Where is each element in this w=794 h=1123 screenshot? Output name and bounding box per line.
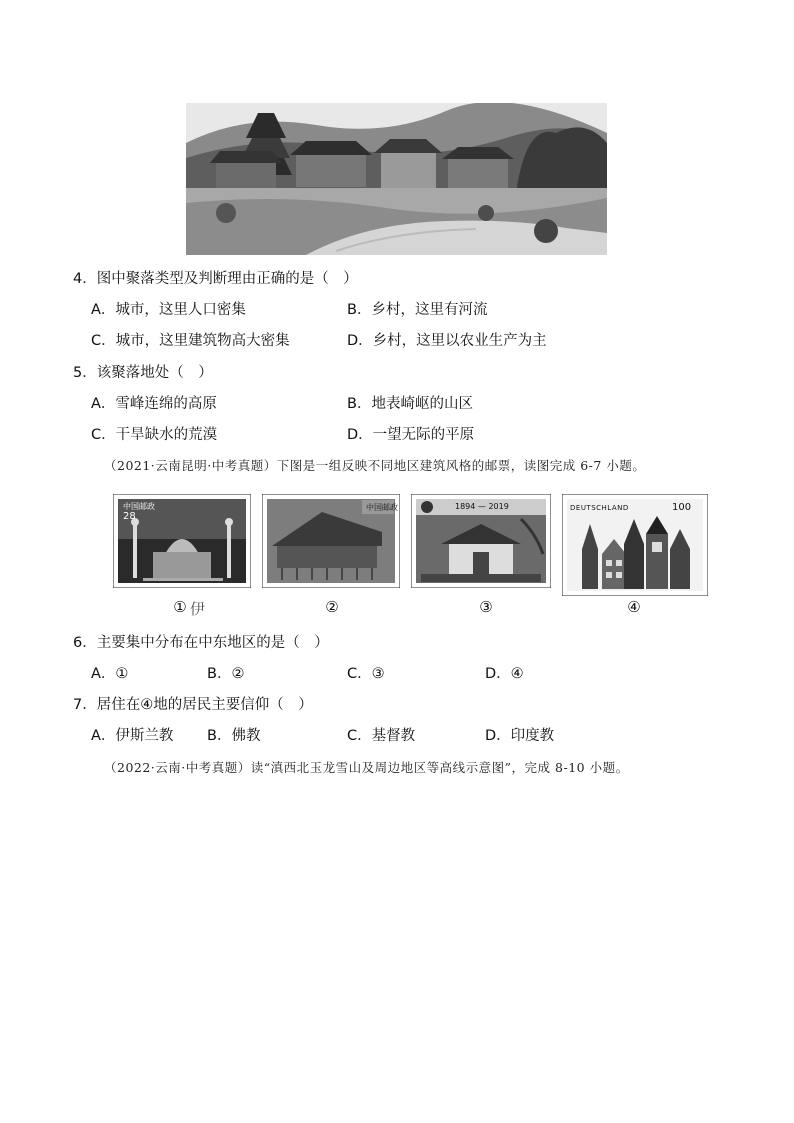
q6-option-c[interactable]: C．③ bbox=[347, 666, 385, 682]
q7-option-a[interactable]: A．伊斯兰教 bbox=[91, 728, 174, 744]
q7-option-b[interactable]: B．佛教 bbox=[207, 728, 261, 744]
stamp-3-hall-building bbox=[411, 494, 551, 588]
village-illustration bbox=[186, 103, 607, 255]
question-7-stem: 7．居住在④地的居民主要信仰（ ） bbox=[73, 697, 313, 713]
q4-option-d[interactable]: D．乡村，这里以农业生产为主 bbox=[347, 333, 547, 349]
q4-option-a[interactable]: A．城市，这里人口密集 bbox=[91, 302, 246, 318]
handwriting-mark: 伊 bbox=[190, 600, 206, 618]
question-5-stem: 5．该聚落地处（ ） bbox=[73, 365, 213, 381]
source-note-2021: （2021·云南昆明·中考真题）下图是一组反映不同地区建筑风格的邮票，读图完成 6-7 小题。 bbox=[104, 458, 646, 473]
q4-option-c[interactable]: C．城市，这里建筑物高大密集 bbox=[91, 333, 290, 349]
stamp-4-german-town bbox=[562, 494, 708, 588]
q5-option-a[interactable]: A．雪峰连绵的高原 bbox=[91, 396, 217, 412]
stamp-1-mosque bbox=[113, 494, 251, 588]
q7-option-d[interactable]: D．印度教 bbox=[485, 728, 555, 744]
question-4-stem: 4．图中聚落类型及判断理由正确的是（ ） bbox=[73, 271, 358, 287]
q6-option-a[interactable]: A．① bbox=[91, 666, 129, 682]
q7-option-c[interactable]: C．基督教 bbox=[347, 728, 416, 744]
question-6-stem: 6．主要集中分布在中东地区的是（ ） bbox=[73, 635, 329, 651]
stamp-3-banner-text: 1894 — 2019 bbox=[455, 502, 509, 511]
source-note-2022: （2022·云南·中考真题）读“滇西北玉龙雪山及周边地区等高线示意图”，完成 8-10 小题。 bbox=[104, 760, 629, 775]
q5-option-c[interactable]: C．干旱缺水的荒漠 bbox=[91, 427, 218, 443]
stamp-label-1: ① bbox=[173, 598, 187, 616]
q6-option-d[interactable]: D．④ bbox=[485, 666, 524, 682]
stamp-2-corner-text: 中国邮政 bbox=[366, 503, 398, 512]
q5-option-d[interactable]: D．一望无际的平原 bbox=[347, 427, 475, 443]
stamp-1-value: 28 bbox=[123, 511, 136, 522]
q5-option-b[interactable]: B．地表崎岖的山区 bbox=[347, 396, 473, 412]
stamp-2-wooden-house bbox=[262, 494, 400, 588]
stamp-label-2: ② bbox=[325, 598, 339, 616]
q6-option-b[interactable]: B．② bbox=[207, 666, 245, 682]
stamp-label-4: ④ bbox=[627, 598, 641, 616]
stamp-label-3: ③ bbox=[479, 598, 493, 616]
stamp-1-corner-text: 中国邮政 bbox=[123, 502, 155, 511]
stamp-4-value: 100 bbox=[672, 502, 692, 513]
q4-option-b[interactable]: B．乡村，这里有河流 bbox=[347, 302, 488, 318]
stamp-4-country-text: DEUTSCHLAND bbox=[570, 504, 629, 512]
